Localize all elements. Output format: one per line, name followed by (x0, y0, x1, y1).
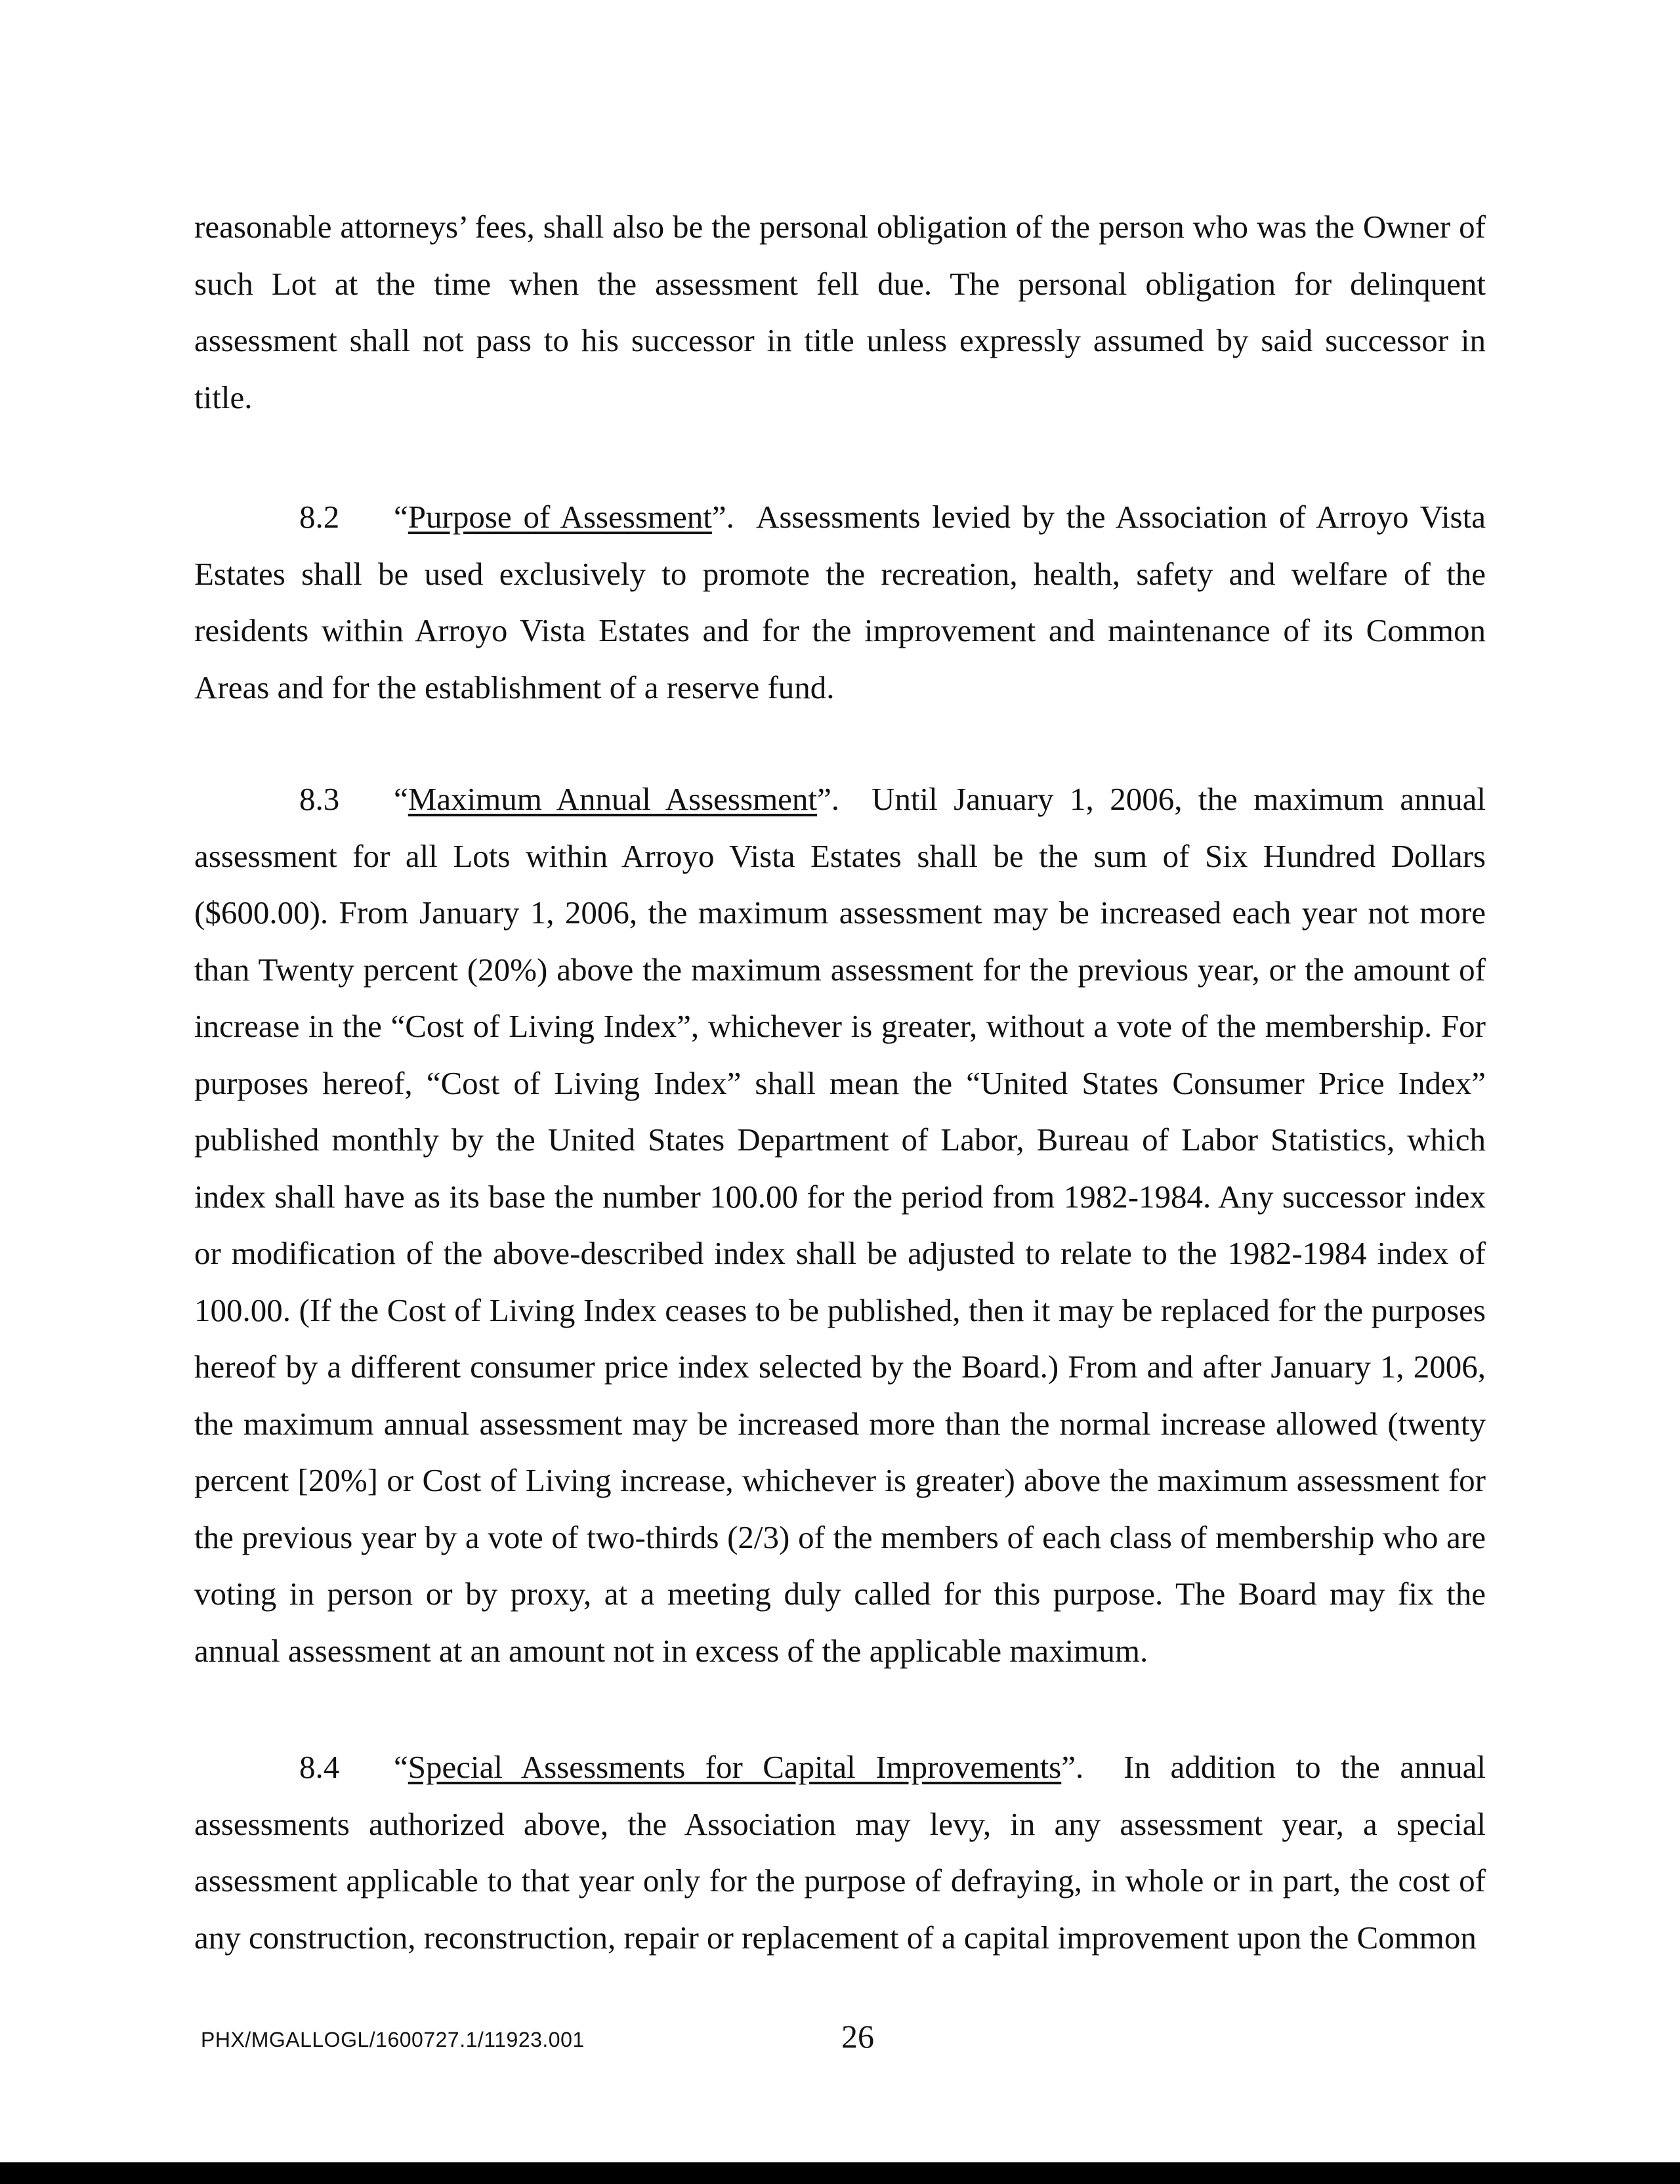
close-quote: ”. (817, 781, 840, 817)
section-heading: Maximum Annual Assessment (408, 781, 818, 817)
section-number: 8.4 (299, 1749, 340, 1785)
section-number: 8.3 (299, 781, 340, 817)
section-8-4 (194, 1739, 1486, 1966)
section-text: Assessments levied by the Association of Arroyo Vista Estates shall be used exclusively to promote the recreation, health, safety and welfare of the residents within Arroyo Vista Estates and for the improvement and maintenance of its Common Areas and for the establishment of a reserve fund. (194, 499, 1486, 705)
page-number: 26 (841, 2018, 874, 2055)
section-8-2 (194, 489, 1486, 716)
footer-document-id: PHX/MGALLOGL/1600727.1/11923.001 (201, 2028, 585, 2051)
close-quote: ”. (1061, 1749, 1084, 1785)
section-number: 8.2 (299, 499, 340, 535)
scan-border-bar (0, 2162, 1680, 2184)
open-quote: “ (394, 499, 408, 535)
section-text: In addition to the annual assessments authorized above, the Association may levy, in any assessment year, a special assessment applicable to that year only for the purpose of defraying, in whole or in part, the cost of any construction, reconstruction, repair or replacement of a capital improvement upon the Common (194, 1749, 1486, 1956)
section-heading: Special Assessments for Capital Improvements (408, 1749, 1062, 1785)
section-text: Until January 1, 2006, the maximum annual assessment for all Lots within Arroyo Vista Estates shall be the sum of Six Hundred Dollars ($600.00). From January 1, 2006, the maximum assessment may be increased each year not more than Twenty percent (20%) above the maximum assessment for the previous year, or the amount of increase in the “Cost of Living Index”, whichever is greater, without a vote of the membership. For purposes hereof, “Cost of Living Index” shall mean the “United States Consumer Price Index” published monthly by the United States Department of Labor, Bureau of Labor Statistics, which index shall have as its base the number 100.00 for the period from 1982-1984. Any successor index or modification of the above-described index shall be adjusted to relate to the 1982-1984 index of 100.00. (If the Cost of Living Index ceases to be published, then it may be replaced for the purposes hereof by a different consumer price index selected by the Board.) From and after January 1, 2006, the maximum annual assessment may be increased more than the normal increase allowed (twenty percent [20%] or Cost of Living increase, whichever is greater) above the maximum assessment for the previous year by a vote of two-thirds (2/3) of the members of each class of membership who are voting in person or by proxy, at a meeting duly called for this purpose. The Board may fix the annual assessment at an amount not in excess of the applicable maximum. (194, 781, 1486, 1669)
open-quote: “ (394, 1749, 408, 1785)
section-heading: Purpose of Assessment (408, 499, 712, 535)
open-quote: “ (394, 781, 408, 817)
close-quote: ”. (711, 499, 734, 535)
paragraph-continuation: reasonable attorneys’ fees, shall also be the personal obligation of the person who was the Owner of such Lot at the time when the assessment fell due. The personal obligation for delinquent assessment shall not pass to his successor in title unless expressly assumed by said successor in title. (194, 209, 1486, 415)
section-8-3 (194, 771, 1486, 1679)
